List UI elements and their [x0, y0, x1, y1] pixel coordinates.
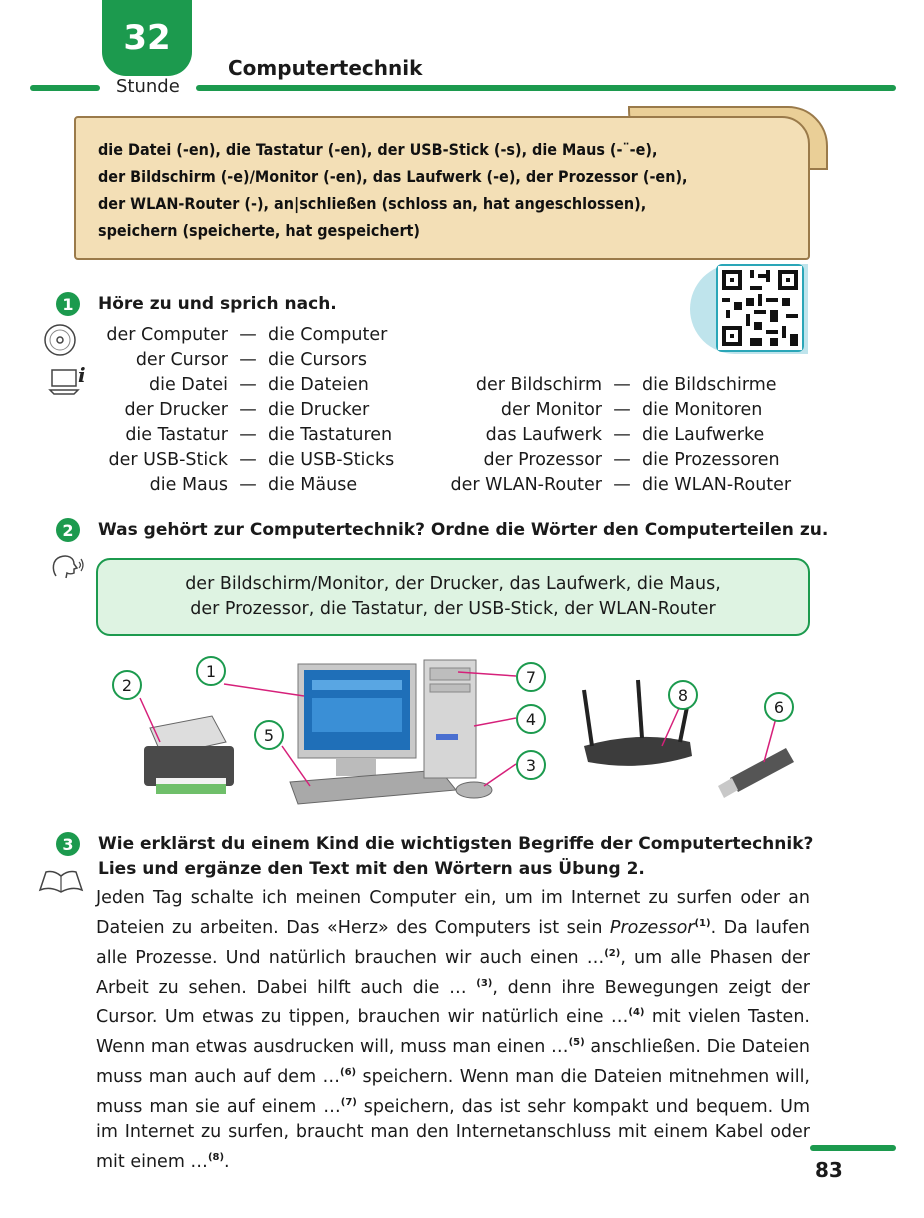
- callout-3: 3: [516, 750, 546, 780]
- word-bank-line: der Prozessor, die Tastatur, der USB-Stick, der WLAN-Router: [190, 599, 716, 619]
- tower-image: [424, 660, 476, 778]
- callout-4: 4: [516, 704, 546, 734]
- vocabulary-box: [74, 116, 810, 260]
- word-pair: [432, 398, 762, 423]
- singular: der USB-Stick: [108, 450, 228, 470]
- text-part: .: [224, 1151, 230, 1172]
- text-part: mit vielen Tasten. Wenn man etwas ausdrucken will, muss man einen …: [96, 1007, 810, 1058]
- gap-marker: (5): [568, 1037, 585, 1049]
- exercise-3-instruction-line1: Wie erklärst du einem Kind die wichtigsten Begriffe der Computertechnik?: [98, 834, 814, 854]
- example-answer: Prozessor: [609, 917, 695, 938]
- callout-line-3: [484, 764, 516, 786]
- plural: die WLAN-Router: [642, 475, 792, 495]
- callout-7: 7: [516, 662, 546, 692]
- plural: die Cursors: [268, 350, 367, 370]
- laptop-info-icon[interactable]: [48, 364, 90, 404]
- dash: —: [613, 375, 631, 395]
- text-part: , um alle Phasen der Arbeit zu sehen. Dabei hilft auch die …: [96, 947, 810, 998]
- callout-2: 2: [112, 670, 142, 700]
- text-part: speichern, das ist sehr kompakt und bequem. Um im Internet zu surfen, braucht man den Internetanschluss mit einem Kabel oder mit einem …: [96, 1096, 810, 1172]
- dash: —: [613, 400, 631, 420]
- word-pair: [432, 423, 764, 448]
- exercise-2-number: 2: [56, 518, 80, 542]
- callout-1: 1: [196, 656, 226, 686]
- lesson-number: 32: [123, 18, 171, 58]
- singular: das Laufwerk: [485, 425, 602, 445]
- vocab-line: die Datei (-en), die Tastatur (-en), der USB-Stick (-s), die Maus (-¨-e),: [98, 140, 658, 159]
- text-part: speichern. Wenn man die Dateien mitnehmen will, muss man sie auf einem …: [96, 1066, 810, 1117]
- header-rule-left: [30, 85, 100, 91]
- word-pair: [432, 473, 791, 498]
- dash: —: [239, 375, 257, 395]
- dash: —: [239, 400, 257, 420]
- singular: der Cursor: [135, 350, 228, 370]
- singular: die Datei: [149, 375, 228, 395]
- callout-line-1: [224, 684, 304, 696]
- callout-5: 5: [254, 720, 284, 750]
- printer-image: [144, 716, 234, 794]
- word-pair: [96, 323, 387, 348]
- exercise-3-instruction-line2: Lies und ergänze den Text mit den Wörtern aus Übung 2.: [98, 859, 645, 879]
- lesson-number-badge: [102, 0, 192, 76]
- singular: der WLAN-Router: [450, 475, 602, 495]
- dash: —: [239, 350, 257, 370]
- exercise-1-number: 1: [56, 292, 80, 316]
- singular: der Monitor: [500, 400, 602, 420]
- plural: die Mäuse: [268, 475, 358, 495]
- callout-line-4: [474, 718, 516, 726]
- speaking-head-icon[interactable]: [50, 552, 86, 586]
- singular: die Maus: [149, 475, 228, 495]
- gap-marker: (3): [476, 977, 493, 989]
- usb-stick-image: [718, 748, 794, 798]
- qr-code-icon[interactable]: [716, 264, 804, 352]
- plural: die Prozessoren: [642, 450, 780, 470]
- word-pair: [96, 373, 369, 398]
- singular: der Prozessor: [483, 450, 602, 470]
- text-part: anschließen. Die Dateien muss man auch auf dem …: [96, 1037, 811, 1087]
- plural: die Tastaturen: [268, 425, 393, 445]
- dash: —: [613, 425, 631, 445]
- page-title: Computertechnik: [228, 56, 423, 80]
- footer-rule: [810, 1145, 896, 1151]
- cd-icon[interactable]: [42, 322, 78, 362]
- plural: die Dateien: [268, 375, 369, 395]
- dash: —: [239, 325, 257, 345]
- word-pair: [96, 448, 394, 473]
- open-book-icon[interactable]: [36, 866, 86, 900]
- text-part: , denn ihre Bewegungen zeigt der Cursor. Um etwas zu tippen, brauchen wir natürlich eine …: [96, 977, 811, 1028]
- plural: die USB-Sticks: [268, 450, 395, 470]
- gap-marker: (1): [694, 918, 711, 929]
- word-pair: [96, 423, 392, 448]
- singular: der Computer: [106, 325, 228, 345]
- svg-text:i: i: [78, 364, 86, 387]
- word-pair: [96, 473, 357, 498]
- plural: die Laufwerke: [642, 425, 765, 445]
- dash: —: [239, 450, 257, 470]
- singular: der Bildschirm: [475, 375, 602, 395]
- singular: die Tastatur: [125, 425, 228, 445]
- dash: —: [239, 475, 257, 495]
- word-pair: [96, 398, 369, 423]
- gap-marker: (7): [340, 1096, 357, 1108]
- header-rule-right: [196, 85, 896, 91]
- dash: —: [613, 450, 631, 470]
- singular: der Drucker: [124, 400, 228, 420]
- exercise-1-instruction: Höre zu und sprich nach.: [98, 294, 337, 314]
- word-pair: [432, 448, 780, 473]
- plural: die Bildschirme: [642, 375, 777, 395]
- plural: die Computer: [268, 325, 388, 345]
- callout-line-2: [140, 698, 160, 742]
- exercise-2-instruction: Was gehört zur Computertechnik? Ordne die Wörter den Computerteilen zu.: [98, 520, 829, 540]
- dash: —: [239, 425, 257, 445]
- plural: die Drucker: [268, 400, 370, 420]
- monitor-image: [298, 664, 416, 776]
- exercise-3-number: 3: [56, 832, 80, 856]
- word-pair: [96, 348, 367, 373]
- gap-marker: (2): [604, 947, 621, 959]
- vocab-line: der WLAN-Router (-), an|schließen (schloss an, hat angeschlossen),: [98, 194, 647, 213]
- dash: —: [613, 475, 631, 495]
- callout-8: 8: [668, 680, 698, 710]
- vocab-line: der Bildschirm (-e)/Monitor (-en), das Laufwerk (-e), der Prozessor (-en),: [98, 167, 688, 186]
- exercise-3-text: [96, 886, 810, 1175]
- gap-marker: (4): [628, 1007, 645, 1019]
- word-pair: [432, 373, 777, 398]
- gap-marker: (6): [340, 1067, 357, 1079]
- word-bank-line: der Bildschirm/Monitor, der Drucker, das Laufwerk, die Maus,: [185, 574, 721, 594]
- callout-6: 6: [764, 692, 794, 722]
- text-part: . Da laufen alle Prozesse. Und natürlich brauchen wir auch einen …: [96, 917, 810, 968]
- plural: die Monitoren: [642, 400, 763, 420]
- gap-marker: (8): [207, 1151, 225, 1163]
- vocab-line: speichern (speicherte, hat gespeichert): [98, 221, 420, 240]
- lesson-label: Stunde: [116, 76, 180, 97]
- word-bank: [96, 558, 810, 636]
- text-part: Jeden Tag schalte ich meinen Computer ein, um im Internet zu surfen oder an Dateien zu arbeiten. Das «Herz» des Computers ist sein: [96, 888, 810, 938]
- page-number: 83: [815, 1158, 843, 1182]
